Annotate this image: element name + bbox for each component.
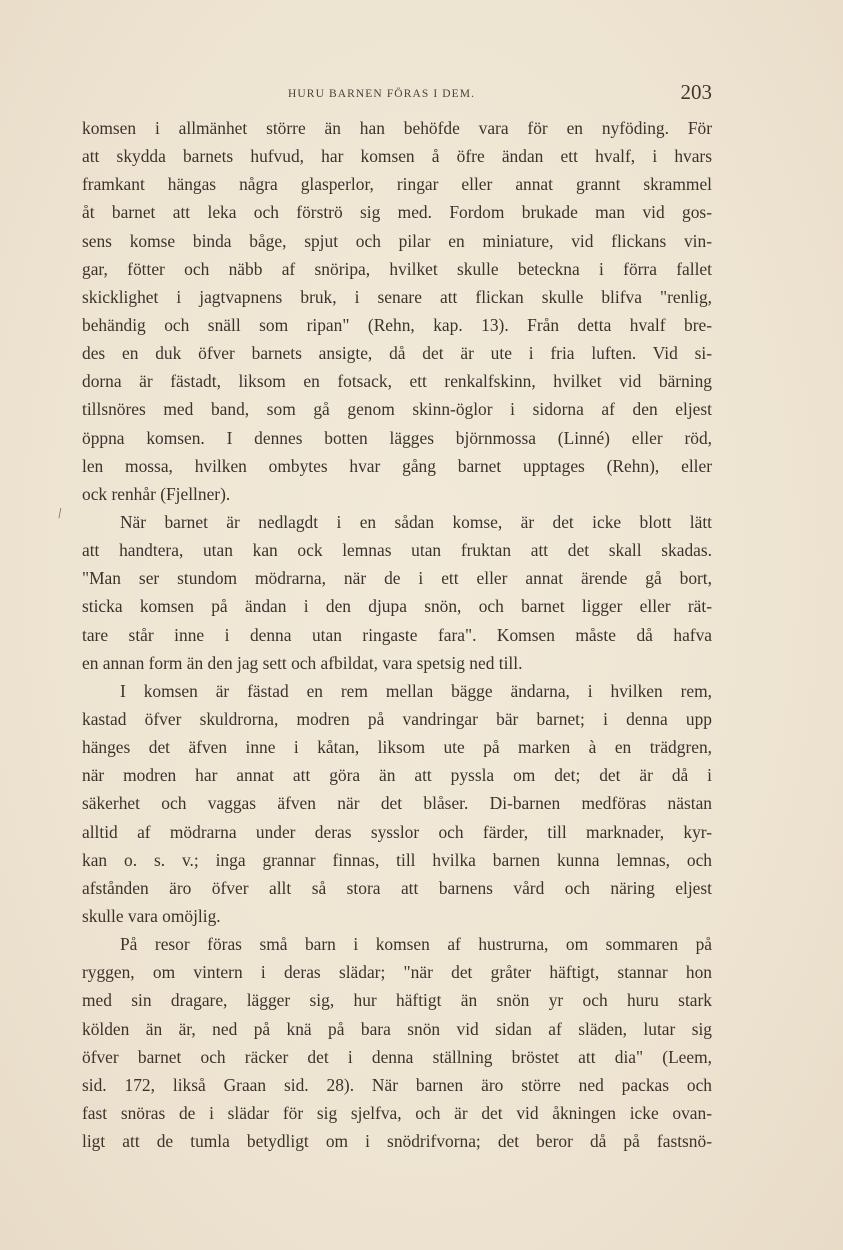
text-line: tillsnöres med band, som gå genom skinn-öglor i sidorna af den eljest — [82, 399, 712, 420]
text-line: framkant hängas några glasperlor, ringar eller annat grannt skrammel — [82, 174, 712, 195]
text-line: På resor föras små barn i komsen af hustrurna, om sommaren på — [120, 934, 712, 955]
text-line: alltid af mödrarna under deras sysslor och färder, till marknader, kyr- — [82, 821, 712, 842]
running-title: HURU BARNEN FÖRAS I DEM. — [288, 88, 476, 100]
paragraph-1 — [82, 114, 712, 508]
body-text — [82, 114, 712, 1155]
text-line: en annan form än den jag sett och afbildat, vara spetsig ned till. — [82, 652, 523, 673]
text-line: des en duk öfver barnets ansigte, då det är ute i fria luften. Vid si- — [82, 343, 712, 364]
text-line: åt barnet att leka och förströ sig med. Fordom brukade man vid gos- — [82, 202, 712, 223]
text-line: tare står inne i denna utan ringaste fara". Komsen måste då hafva — [82, 624, 712, 645]
text-line: sens komse binda båge, spjut och pilar en miniature, vid flickans vin- — [82, 230, 712, 251]
text-line: kan o. s. v.; inga grannar finnas, till hvilka barnen kunna lemnas, och — [82, 849, 712, 870]
paragraph-2 — [82, 508, 712, 677]
paragraph-3 — [82, 677, 712, 930]
text-line: komsen i allmänhet större än han behöfde vara för en nyföding. För — [82, 118, 712, 138]
running-head — [0, 80, 843, 104]
page-number: 203 — [680, 80, 712, 104]
text-line: när modren har annat att göra än att pyssla om det; det är då i — [82, 765, 712, 786]
text-line: ock renhår (Fjellner). — [82, 483, 231, 504]
text-line: "Man ser stundom mödrarna, när de i ett eller annat ärende gå bort, — [82, 568, 712, 589]
text-line: hänges det äfven inne i kåtan, liksom ute på marken à en trädgren, — [82, 737, 712, 758]
text-line: att skydda barnets hufvud, har komsen å öfre ändan ett hvalf, i hvars — [82, 146, 712, 167]
text-line: dorna är fästadt, liksom en fotsack, ett renkalfskinn, hvilket vid bärning — [82, 371, 712, 392]
text-line: I komsen är fästad en rem mellan bägge ändarna, i hvilken rem, — [120, 680, 712, 701]
text-line: skulle vara omöjlig. — [82, 905, 221, 926]
text-line: med sin dragare, lägger sig, hur häftigt än snön yr och huru stark — [82, 990, 712, 1011]
text-line: sid. 172, likså Graan sid. 28). När barnen äro större ned packas och — [82, 1074, 712, 1095]
text-line: gar, fötter och näbb af snöripa, hvilket skulle beteckna i förra fallet — [82, 258, 712, 279]
text-line: säkerhet och vaggas äfven när det blåser. Di-barnen medföras nästan — [82, 793, 712, 814]
text-line: att handtera, utan kan ock lemnas utan fruktan att det skall skadas. — [82, 540, 712, 561]
paragraph-4 — [82, 930, 712, 1155]
text-line: När barnet är nedlagdt i en sådan komse, är det icke blott lätt — [120, 511, 712, 532]
text-line: ryggen, om vintern i deras slädar; "när det gråter häftigt, stannar hon — [82, 962, 712, 983]
text-line: öppna komsen. I dennes botten lägges björnmossa (Linné) eller röd, — [82, 427, 712, 448]
text-line: len mossa, hvilken ombytes hvar gång barnet upptages (Rehn), eller — [82, 455, 712, 476]
text-line: öfver barnet och räcker det i denna ställning bröstet att dia" (Leem, — [82, 1046, 712, 1067]
text-line: sticka komsen på ändan i den djupa snön, och barnet ligger eller rät- — [82, 596, 712, 617]
text-line: kölden än är, ned på knä på bara snön vid sidan af släden, lutar sig — [82, 1018, 712, 1039]
text-line: fast snöras de i slädar för sig sjelfva, och är det vid åkningen icke ovan- — [82, 1102, 712, 1123]
text-line: kastad öfver skuldrorna, modren på vandringar bär barnet; i denna upp — [82, 708, 712, 729]
text-line: ligt att de tumla betydligt om i snödrifvorna; det beror då på fastsnö- — [82, 1131, 712, 1152]
text-line: afstånden äro öfver allt så stora att barnens vård och näring eljest — [82, 877, 712, 898]
text-line: skicklighet i jagtvapnens bruk, i senare att flickan skulle blifva "renlig, — [82, 286, 712, 307]
margin-pencil-mark: / — [56, 505, 64, 523]
text-line: behändig och snäll som ripan" (Rehn, kap. 13). Från detta hvalf bre- — [82, 314, 712, 335]
